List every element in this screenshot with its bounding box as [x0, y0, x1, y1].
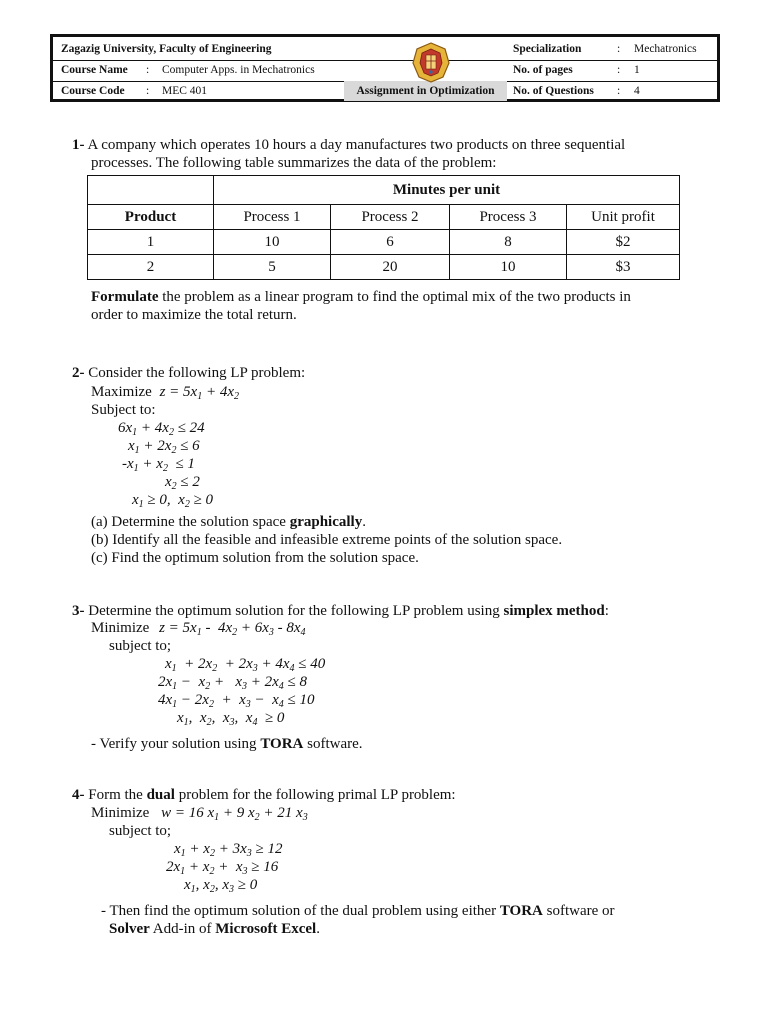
university-seal-icon: [405, 41, 457, 83]
q2-part-a-end: .: [362, 514, 366, 530]
q4-excel-bold: Microsoft Excel: [215, 921, 317, 937]
maximize-label: Maximize: [91, 384, 152, 400]
q4-intro-bold: dual: [146, 787, 175, 803]
table-row: [88, 230, 680, 255]
q3-verify-end: software.: [303, 736, 363, 752]
q3-constraint-3: $4x_1 - 2x_2 + x_3 - x_4 \le 10$: [158, 692, 315, 710]
q3-number: 3-: [72, 603, 85, 619]
table-cell: [88, 176, 214, 205]
q1-formulate-line-1: [91, 288, 631, 306]
q2-number: 2-: [72, 365, 85, 381]
q4-then-text: - Then find the optimum solution of the dual problem using either: [101, 903, 500, 919]
q4-then-bold: TORA: [499, 903, 543, 919]
q1-formulate-line-2: order to maximize the total return.: [91, 307, 297, 323]
colon: :: [617, 64, 621, 76]
q4-then-line-2: [109, 920, 320, 938]
q4-solver-end: .: [316, 921, 320, 937]
specialization-label: Specialization: [513, 43, 582, 55]
pages-label: No. of pages: [513, 64, 573, 76]
header-row-2: [53, 60, 717, 81]
table-cell: $3: [567, 255, 680, 280]
q4-then-end: software or: [542, 903, 615, 919]
table-cell: 8: [450, 230, 567, 255]
table-header-row: [88, 176, 680, 205]
table-cell: 10: [450, 255, 567, 280]
q4-line-intro: [72, 786, 456, 804]
table-row: [88, 255, 680, 280]
q2-line-intro: [72, 364, 305, 382]
course-name-label: Course Name: [61, 64, 128, 76]
q4-then-line-1: [101, 902, 615, 920]
column-header: Process 1: [214, 205, 331, 230]
q3-objective: Minimize $z = 5x_1 - 4x_2 + 6x_3 - 8x_4$: [91, 620, 306, 638]
header-row-1: [53, 39, 717, 60]
table-cell: 10: [214, 230, 331, 255]
q4-nonnegativity: $x_1$, $x_2$, $x_3 \ge 0$: [184, 877, 258, 895]
q4-number: 4-: [72, 787, 85, 803]
q2-subject-to: Subject to:: [91, 402, 156, 418]
header-row-3: [53, 81, 717, 102]
q2-constraint-2: $x_1 + 2x_2 \le 6$: [128, 438, 200, 456]
colon: :: [617, 43, 621, 55]
colon: :: [617, 85, 621, 97]
course-name-value: Computer Apps. in Mechatronics: [162, 64, 315, 76]
q4-intro-end: problem for the following primal LP problem:: [174, 787, 456, 803]
q1-number: 1-: [72, 137, 85, 153]
q3-intro-bold: simplex method: [503, 603, 605, 619]
q2-constraint-1: $6x_1 + 4x_2 \le 24$: [118, 420, 205, 438]
q2-objective: Maximize $z = 5x_1 + 4x_2$: [91, 384, 239, 402]
q3-verify: [91, 735, 363, 753]
q4-objective: Minimize w = 16 $x_1 + 9$ $x_2 + 21$ $x_3$: [91, 805, 308, 823]
q3-constraint-2: $2x_1 - x_2 + x_3 + 2x_4 \le 8$: [158, 674, 307, 692]
q1-line-1: [72, 136, 625, 154]
q2-constraint-3: $-x_1 + x_2 \le 1$: [122, 456, 195, 474]
column-header: Process 3: [450, 205, 567, 230]
assignment-title: Assignment in Optimization: [344, 81, 507, 101]
q2-intro: Consider the following LP problem:: [88, 365, 306, 381]
q3-nonnegativity: $x_1$, $x_2$, $x_3$, $x_4 \ge 0$: [177, 710, 285, 728]
q4-solver-text: Add-in of: [149, 921, 216, 937]
q2-constraint-4: $x_2 \le 2$: [165, 474, 200, 492]
questions-label: No. of Questions: [513, 85, 594, 97]
q2-part-c: (c) Find the optimum solution from the solution space.: [91, 550, 419, 566]
q2-part-b: (b) Identify all the feasible and infeasible extreme points of the solution space.: [91, 532, 563, 548]
group-header-cell: Minutes per unit: [214, 176, 680, 205]
minimize-label: Minimize: [91, 805, 150, 821]
q2-part-a-bold: graphically: [289, 514, 363, 530]
q3-verify-bold: TORA: [260, 736, 304, 752]
q4-subject-to: subject to;: [109, 823, 172, 839]
table-cell: 20: [331, 255, 450, 280]
q3-line-intro: [72, 602, 609, 620]
table-cell: 1: [88, 230, 214, 255]
q3-constraint-1: $x_1 + 2x_2 + 2x_3 + 4x_4 \le 40$: [165, 656, 326, 674]
minimize-label: Minimize: [91, 620, 150, 636]
specialization-value: Mechatronics: [634, 43, 697, 55]
course-code-value: MEC 401: [162, 85, 208, 97]
document-header: [50, 34, 720, 102]
process-data-table: [87, 175, 680, 280]
table-cell: 6: [331, 230, 450, 255]
q4-intro: Form the: [88, 787, 147, 803]
column-header: Process 2: [331, 205, 450, 230]
column-header: Unit profit: [567, 205, 680, 230]
pages-value: 1: [634, 64, 640, 76]
q4-constraint-2: $2x_1 + x_2 + x_3 \ge 16$: [166, 859, 279, 877]
q2-part-a-text: (a) Determine the solution space: [91, 514, 290, 530]
colon: :: [146, 64, 150, 76]
q3-subject-to: subject to;: [109, 638, 172, 654]
q2-part-a: [91, 513, 366, 531]
questions-value: 4: [634, 85, 640, 97]
table-column-row: [88, 205, 680, 230]
colon: :: [146, 85, 150, 97]
table-cell: 5: [214, 255, 331, 280]
formulate-text: the problem as a linear program to find the optimal mix of the two products in: [158, 289, 631, 305]
university-name: Zagazig University, Faculty of Engineering: [61, 43, 272, 55]
q4-constraint-1: $x_1 + x_2 + 3x_3 \ge 12$: [174, 841, 283, 859]
formulate-bold: Formulate: [91, 289, 159, 305]
column-header: Product: [88, 205, 214, 230]
table-cell: 2: [88, 255, 214, 280]
course-code-label: Course Code: [61, 85, 125, 97]
q3-intro: Determine the optimum solution for the following LP problem using: [88, 603, 504, 619]
q1-text-2: processes. The following table summarizes the data of the problem:: [91, 155, 497, 171]
q4-solver-bold: Solver: [109, 921, 150, 937]
q1-text-1: A company which operates 10 hours a day manufactures two products on three sequential: [87, 137, 626, 153]
q2-nonnegativity: $x_1 \ge 0$, $x_2 \ge 0$: [132, 492, 214, 510]
table-cell: $2: [567, 230, 680, 255]
q3-verify-text: - Verify your solution using: [91, 736, 261, 752]
q3-intro-end: :: [604, 603, 609, 619]
